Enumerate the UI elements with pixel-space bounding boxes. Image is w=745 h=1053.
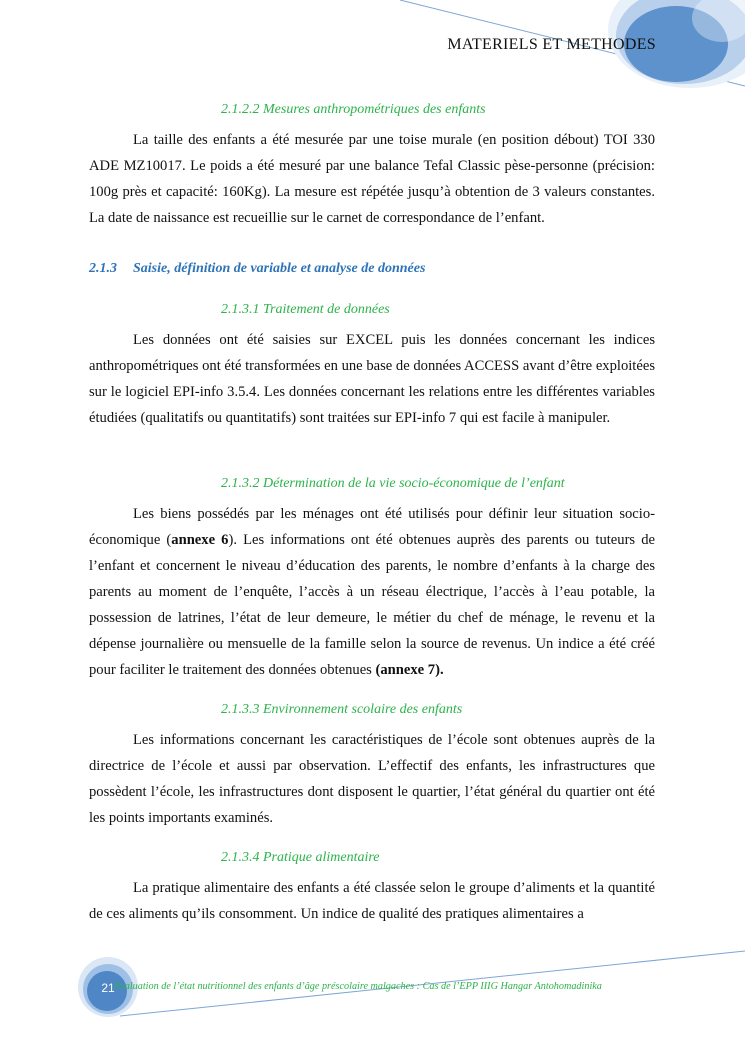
text-fragment: ). Les informations ont été obtenues auprès des parents ou tuteurs de l’enfant et concernent le niveau d’éducation des parents, le nombre d’enfants à la charge des parents au moment de l’enquête, l’accès à un réseau électrique, l’accès à l’eau potable, la possession de latrines, l’état de leur demeure, le métier du chef de ménage, le revenu et la dépense journalière ou mensuelle de la famille selon la source de revenus. Un indice a été créé pour faciliter le traitement des données obtenues — [89, 532, 655, 678]
section-number: 2.1.3 — [89, 261, 117, 276]
paragraph-school-environment: Les informations concernant les caractéristiques de l’école sont obtenues auprès de la directrice de l’école et aussi par observation. L’effectif des enfants, les infrastructures que possèdent l’école, les infrastructures dont disposent le quartier, l’état général du quartier ont été les points importants examinés. — [89, 732, 655, 826]
subsection-heading-2-1-3-1: 2.1.3.1 Traitement de données — [221, 302, 390, 317]
page-number: 21 — [101, 981, 115, 995]
subsection-heading-2-1-3-3: 2.1.3.3 Environnement scolaire des enfants — [221, 702, 463, 717]
paragraph-food-practice: La pratique alimentaire des enfants a été classée selon le groupe d’aliments et la quantité de ces aliments qu’ils consomment. Un indice de qualité des pratiques alimentaires a — [89, 880, 655, 922]
paragraph-anthropometric-measures: La taille des enfants a été mesurée par une toise murale (en position débout) TOI 330 ADE MZ10017. Le poids a été mesuré par une balance Tefal Classic pèse-personne (précision: 100g près et capacité: 160Kg). La mesure est répétée jusqu’à obtention de 3 valeurs constantes. La date de naissance est recueillie sur le carnet de correspondance de l’enfant. — [89, 132, 655, 226]
subsection-heading-2-1-3-2: 2.1.3.2 Détermination de la vie socio-économique de l’enfant — [221, 476, 565, 491]
paragraph-socio-economic — [89, 501, 655, 683]
subsection-heading-2-1-3-4: 2.1.3.4 Pratique alimentaire — [221, 850, 380, 865]
subsection-heading-2-1-2-2: 2.1.2.2 Mesures anthropométriques des enfants — [221, 102, 486, 117]
paragraph-data-processing: Les données ont été saisies sur EXCEL puis les données concernant les indices anthropométriques ont été transformées en une base de données ACCESS avant d’être exploitées sur le logiciel EPI-info 3.5.4. Les données concernant les relations entre les différentes variables étudiées (qualitatifs ou quantitatifs) sont traitées sur EPI-info 7 qui est facile à manipuler. — [89, 332, 655, 426]
annex-7-reference: (annexe 7). — [375, 662, 444, 678]
section-heading-2-1-3 — [89, 261, 425, 277]
annex-6-reference: annexe 6 — [171, 532, 229, 548]
footer-running-title: Evaluation de l’état nutritionnel des enfants d’âge préscolaire malgaches : Cas de l’EPP IIIG Hangar Antohomadinika — [114, 981, 602, 992]
text-fragment: Les biens possédés par les ménages ont été utilisés pour définir leur situation socio-économique ( — [89, 506, 655, 548]
section-title: Saisie, définition de variable et analyse de données — [133, 261, 426, 276]
header-title: MATERIELS ET METHODES — [447, 36, 656, 53]
